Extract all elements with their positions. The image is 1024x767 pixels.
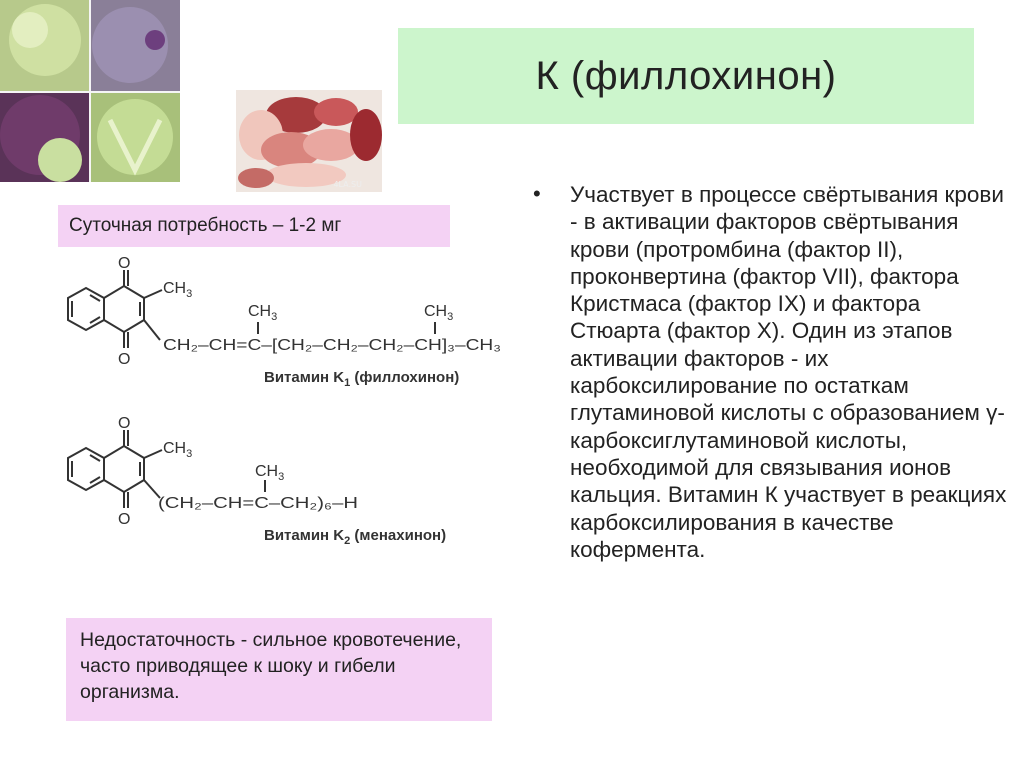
daily-need-text: Суточная потребность – 1-2 мг: [69, 215, 342, 236]
k1-caption: Витамин $K_1$ (филлохинон): [264, 369, 460, 389]
k2-chain: (CH₂–CH=C–CH₂)₆–H: [158, 495, 358, 512]
meat-photo: [236, 90, 382, 192]
page-title: К (филлохинон): [535, 53, 837, 98]
watermark: 4LA.SU: [333, 180, 362, 189]
k1-chain: CH₂–CH=C–[CH₂–CH₂–CH₂–CH]₃–CH₃: [163, 337, 501, 354]
k2-ring-methyl: $CH_3$: [163, 440, 193, 460]
k1-branch-methyl-2: $CH_3$: [424, 303, 454, 323]
vegetables-photo: [0, 0, 180, 182]
k2-caption: Витамин $K_2$ (менахинон): [264, 527, 447, 547]
function-description: Участвует в процессе свёртывания крови - в активации факторов свёртывания крови (протромбина (фактор II), проконвертина (фактор VII), фактора Кристмаса (фактор IX) и фактора Стюарта (фактор X). Один из этапов активации факторов - их карбоксилирование по остаткам глутаминовой кислоты с образованием γ-карбоксиглутаминовой кислоты, необходимой для связывания ионов кальция. Витамин К участвует в реакциях карбоксилирования в качестве кофермента.: [570, 182, 1007, 562]
k2-oxygen-bottom: O: [118, 511, 131, 528]
k1-branch-methyl-1: $CH_3$: [248, 303, 278, 323]
k1-oxygen-top: O: [118, 255, 131, 272]
deficiency-text: Недостаточность - сильное кровотечение, часто приводящее к шоку и гибели организма.: [80, 629, 462, 703]
daily-need-box: [58, 205, 450, 247]
k1-oxygen-bottom: O: [118, 351, 131, 368]
k2-branch-methyl: $CH_3$: [255, 463, 285, 483]
bullet-icon: •: [533, 181, 541, 206]
chemical-formulas: [50, 248, 510, 560]
title-banner: [398, 28, 974, 124]
k2-oxygen-top: O: [118, 415, 131, 432]
deficiency-box: [66, 618, 492, 721]
k1-ring-methyl: $CH_3$: [163, 280, 193, 300]
